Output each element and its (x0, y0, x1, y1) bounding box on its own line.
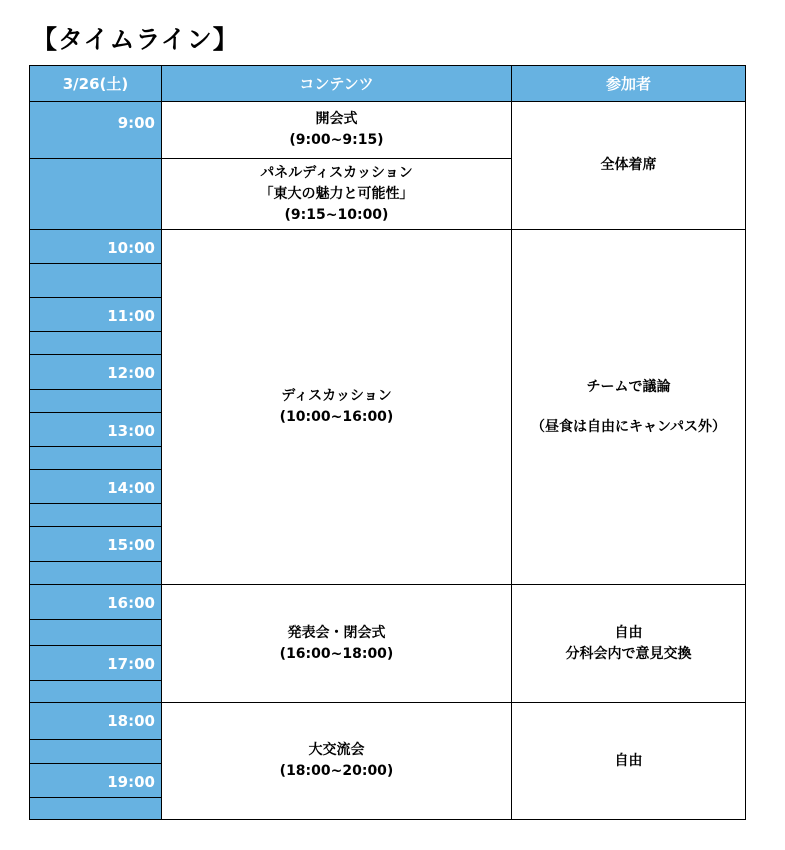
participants-free-exchange (511, 584, 746, 703)
participant-line: 自由 (614, 752, 643, 769)
header-participants: 参加者 (511, 65, 746, 102)
participant-line: 自由 (614, 624, 643, 641)
participants-seated (511, 101, 746, 230)
time-cell (29, 680, 162, 703)
content-line: (10:00~16:00) (279, 409, 394, 425)
time-cell-17 (29, 645, 162, 681)
header-contents: コンテンツ (161, 65, 512, 102)
participants-free (511, 702, 746, 820)
time-cell (29, 263, 162, 298)
time-cell-18 (29, 702, 162, 740)
time-label: 18:00 (107, 712, 155, 730)
content-line: 「東大の魅力と可能性」 (259, 185, 414, 202)
participant-line: 分科会内で意見交換 (565, 645, 692, 662)
time-cell-9 (29, 101, 162, 159)
time-label: 13:00 (107, 422, 155, 440)
content-line: (9:00~9:15) (289, 132, 384, 148)
time-cell (29, 739, 162, 764)
participant-line: チームで議論 (586, 379, 671, 395)
time-cell (29, 446, 162, 470)
time-cell-11 (29, 297, 162, 332)
content-line: 発表会・閉会式 (287, 624, 386, 641)
content-networking (161, 702, 512, 820)
content-panel-discussion (161, 158, 512, 230)
time-label: 19:00 (107, 773, 155, 791)
content-line: (9:15~10:00) (284, 206, 389, 223)
content-line: パネルディスカッション (260, 164, 413, 181)
time-cell-13 (29, 412, 162, 447)
time-label: 11:00 (107, 307, 155, 325)
content-opening (161, 101, 512, 159)
time-cell (29, 503, 162, 527)
time-label: 16:00 (107, 594, 155, 612)
participants-team-discussion (511, 229, 746, 585)
time-cell (29, 619, 162, 646)
time-cell (29, 561, 162, 585)
content-line: ディスカッション (281, 388, 392, 404)
content-discussion (161, 229, 512, 585)
participant-line: （昼食は自由にキャンパス外） (530, 419, 727, 435)
content-line: 開会式 (315, 111, 358, 127)
content-line: (16:00~18:00) (279, 645, 394, 662)
time-cell-15 (29, 526, 162, 562)
time-cell (29, 158, 162, 230)
time-cell (29, 797, 162, 820)
time-label: 15:00 (107, 536, 155, 554)
time-cell-19 (29, 763, 162, 798)
time-label: 10:00 (107, 239, 155, 257)
header-date: 3/26(土) (29, 65, 162, 102)
time-cell (29, 331, 162, 355)
time-cell-12 (29, 354, 162, 390)
time-label: 14:00 (107, 479, 155, 497)
time-label: 12:00 (107, 364, 155, 382)
time-cell-14 (29, 469, 162, 504)
time-cell-10 (29, 229, 162, 264)
time-cell-16 (29, 584, 162, 620)
participant-line: 全体着席 (600, 157, 657, 173)
time-label: 17:00 (107, 655, 155, 673)
time-label: 9:00 (117, 114, 155, 132)
content-line: (18:00~20:00) (279, 763, 394, 779)
page-title: 【タイムライン】 (32, 25, 239, 54)
content-line: 大交流会 (308, 742, 365, 758)
content-presentation (161, 584, 512, 703)
time-cell (29, 389, 162, 413)
